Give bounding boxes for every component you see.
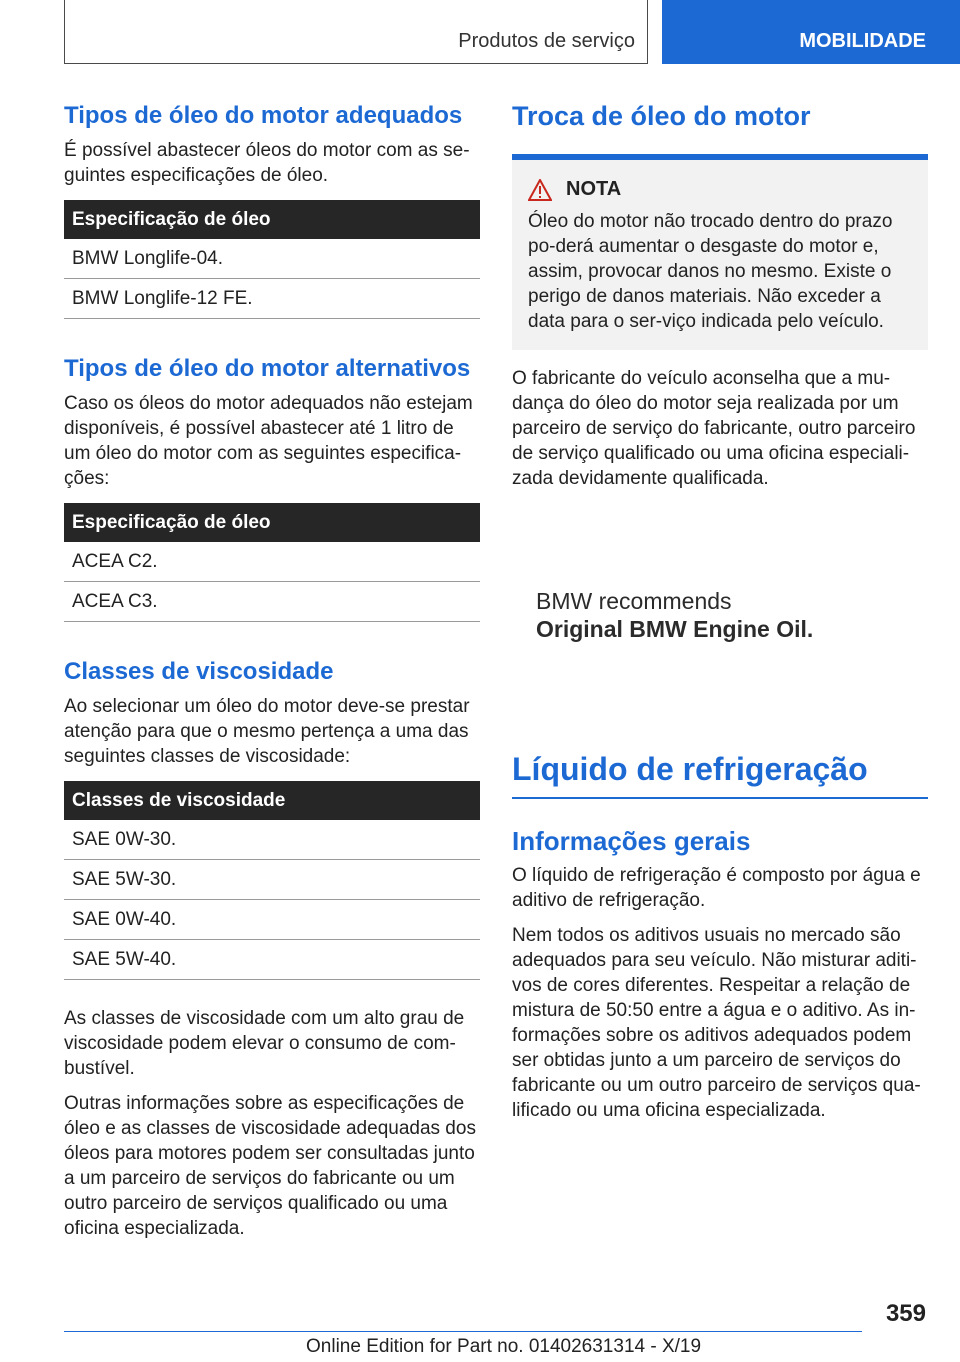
paragraph-alternative-oils: Caso os óleos do motor adequados não estejam disponíveis, é possível abastecer até 1 litro de um óleo do motor com as seguintes especifica-ções: (64, 393, 473, 489)
paragraph-oil-change: O fabricante do veículo aconselha que a mu-dança do óleo do motor seja realizada por um parceiro de serviço do fabricante, outro parceiro de serviço qualificado ou uma oficina especiali-zada devidamente qualificada. (512, 368, 916, 489)
right-column (512, 100, 928, 1133)
bmw-recommends-line2: Original BMW Engine Oil. (536, 616, 814, 642)
bmw-recommends-line1: BMW recommends (536, 588, 732, 614)
footer-edition: Online Edition for Part no. 01402631314 - X/19 (306, 1336, 702, 1357)
table-row: SAE 5W-30. (64, 860, 480, 900)
paragraph-coolant-additives: Nem todos os aditivos usuais no mercado são adequados para seu veículo. Não misturar aditi-vos de cores diferentes. Respeitar a relação de mistura de 50:50 entre a água e o aditivo. As in-formações sobre os aditivos adequados podem ser obtidas junto a um parceiro de serviços do fabricante ou um outro parceiro de serviços qua-lificado ou uma oficina especializada. (512, 925, 921, 1121)
table-oil-spec-1 (64, 200, 480, 319)
table-header: Especificação de óleo (64, 200, 480, 239)
warning-triangle-icon (528, 179, 552, 201)
header-section-label: Produtos de serviço (458, 30, 635, 52)
chapter-title-coolant: Líquido de refrigeração (512, 747, 928, 799)
paragraph-suitable-oils: É possível abastecer óleos do motor com as se-guintes especificações de óleo. (64, 140, 470, 186)
note-header (528, 178, 920, 201)
header-chapter-label: MOBILIDADE (799, 30, 926, 52)
bmw-recommends-logo (536, 587, 928, 747)
note-box (512, 160, 928, 350)
table-header: Classes de viscosidade (64, 781, 480, 820)
table-header: Especificação de óleo (64, 503, 480, 542)
section-title-suitable-oils: Tipos de óleo do motor adequados (64, 102, 463, 129)
table-row: ACEA C2. (64, 542, 480, 582)
table-row: BMW Longlife-04. (64, 239, 480, 279)
note-text: Óleo do motor não trocado dentro do prazo po-derá aumentar o desgaste do motor e, assim, provocar danos no mesmo. Existe o perigo de danos materiais. Não exceder a data para o ser-viço indicada pelo veículo. (528, 211, 893, 332)
table-row: SAE 0W-30. (64, 820, 480, 860)
table-oil-spec-2 (64, 503, 480, 622)
table-row: SAE 0W-40. (64, 900, 480, 940)
paragraph-coolant-composition: O líquido de refrigeração é composto por água e aditivo de refrigeração. (512, 865, 921, 911)
header-section-tab (64, 0, 648, 64)
section-title-oil-change: Troca de óleo do motor (512, 101, 811, 131)
section-title-viscosity: Classes de viscosidade (64, 658, 334, 685)
table-row: SAE 5W-40. (64, 940, 480, 980)
note-title: NOTA (566, 178, 622, 200)
paragraph-viscosity-more-info: Outras informações sobre as especificações de óleo e as classes de viscosidade adequadas dos óleos para motores podem ser consultadas junto a um parceiro de serviços do fabricante ou um outro parceiro de serviços qualificado ou uma oficina especializada. (64, 1093, 476, 1239)
header-chapter-tab (662, 0, 960, 64)
left-column (64, 100, 480, 1251)
section-title-alternative-oils: Tipos de óleo do motor alternativos (64, 355, 471, 382)
subsection-title-general-info: Informações gerais (512, 826, 751, 856)
footer-divider (64, 1331, 862, 1332)
table-row: ACEA C3. (64, 582, 480, 622)
table-row: BMW Longlife-12 FE. (64, 279, 480, 319)
table-viscosity (64, 781, 480, 980)
paragraph-viscosity-consumption: As classes de viscosidade com um alto grau de viscosidade podem elevar o consumo de com-bustível. (64, 1008, 465, 1079)
page-number: 359 (885, 1300, 926, 1327)
paragraph-viscosity: Ao selecionar um óleo do motor deve-se prestar atenção para que o mesmo pertença a uma das seguintes classes de viscosidade: (64, 696, 470, 767)
